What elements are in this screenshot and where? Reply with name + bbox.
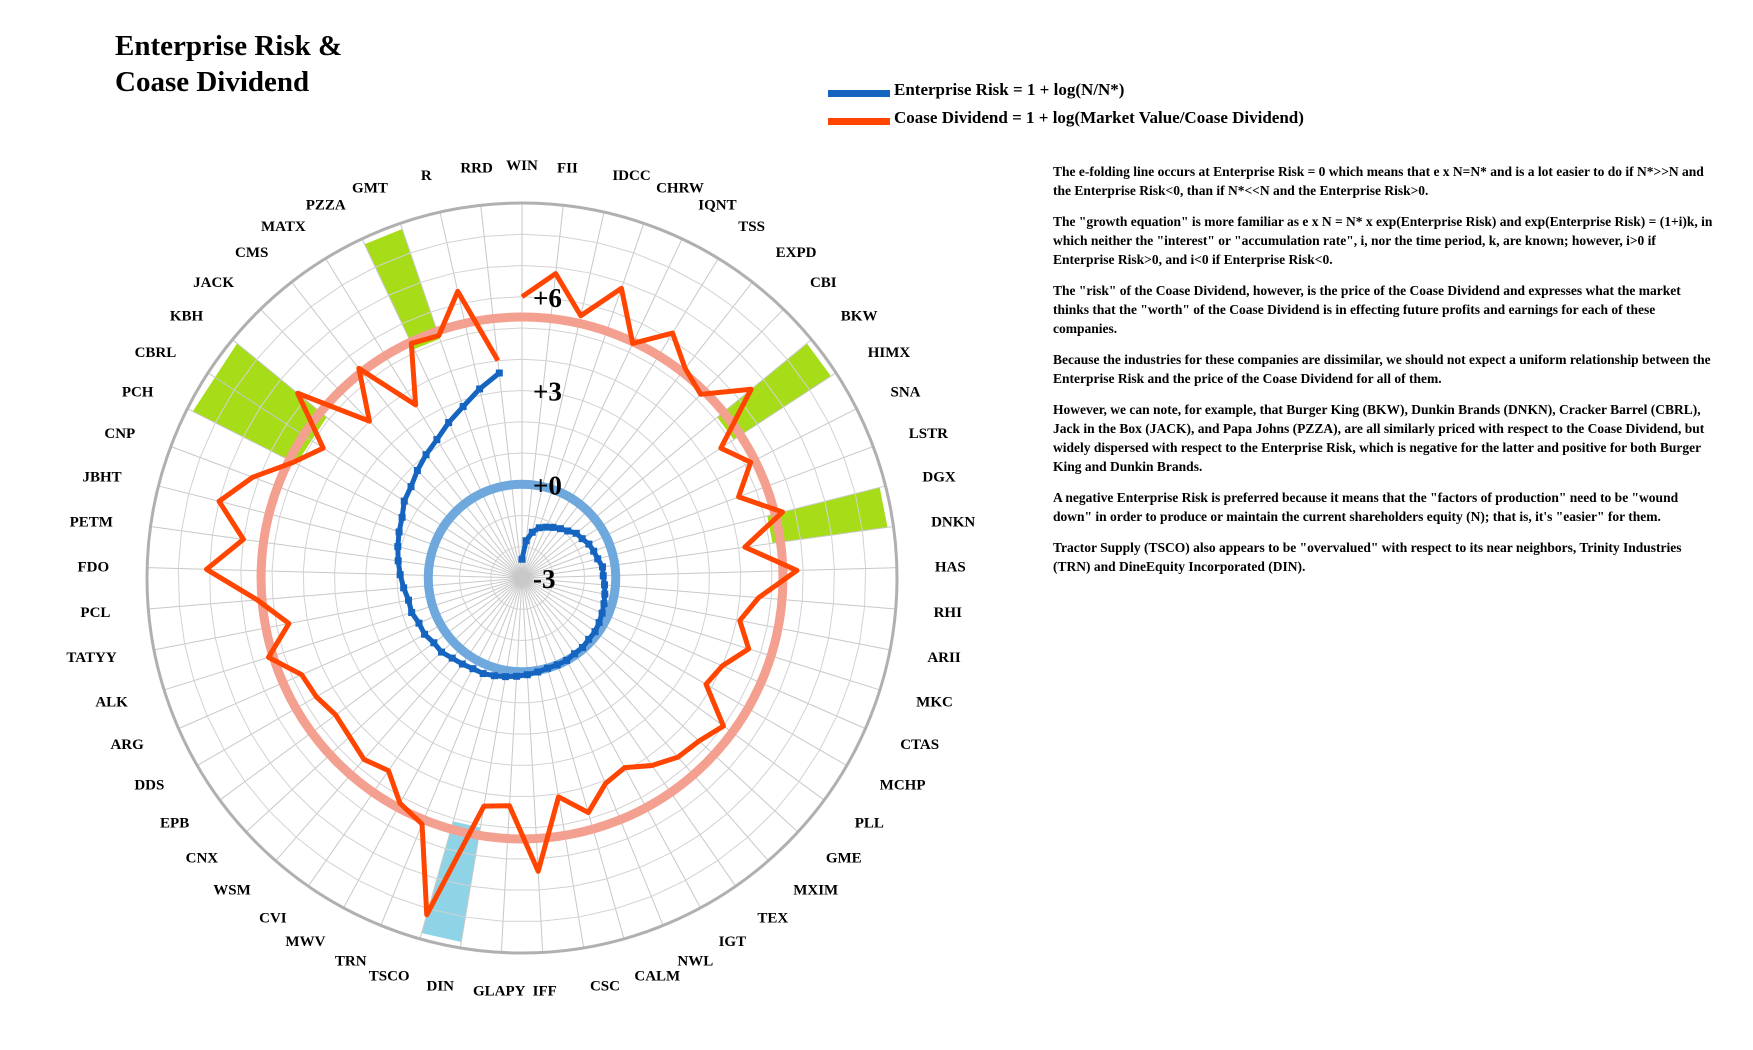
category-label: CNP	[104, 426, 136, 443]
category-label: GME	[825, 850, 862, 867]
enterprise-risk-marker	[557, 525, 564, 532]
enterprise-risk-marker	[496, 370, 503, 377]
category-label: GMT	[352, 180, 388, 197]
category-label: PZZA	[305, 197, 346, 214]
category-label: KBH	[169, 308, 204, 325]
category-label: ALK	[95, 694, 128, 711]
enterprise-risk-marker	[571, 650, 578, 657]
enterprise-risk-marker	[594, 555, 601, 562]
annotation-notes	[1053, 162, 1713, 588]
enterprise-risk-marker	[550, 524, 557, 531]
category-label: MXIM	[793, 882, 839, 899]
enterprise-risk-marker	[592, 628, 599, 635]
category-label: FDO	[77, 559, 110, 576]
enterprise-risk-marker	[415, 620, 422, 627]
enterprise-risk-marker	[395, 557, 402, 564]
category-label: HAS	[934, 559, 966, 576]
enterprise-risk-marker	[513, 673, 520, 680]
enterprise-risk-marker	[449, 655, 456, 662]
enterprise-risk-marker	[601, 581, 608, 588]
category-label: EXPD	[775, 245, 817, 262]
category-label: IFF	[532, 983, 557, 1000]
category-label: NWL	[677, 953, 714, 970]
enterprise-risk-marker	[394, 543, 401, 550]
note-paragraph: Tractor Supply (TSCO) also appears to be "overvalued" with respect to its near neighbors, Trinity Industries (TRN) and DineEquity Incorporated (DIN).	[1053, 540, 1682, 574]
category-label: CHRW	[656, 180, 704, 197]
category-label: CTAS	[900, 736, 940, 753]
enterprise-risk-marker	[396, 528, 403, 535]
enterprise-risk-marker	[423, 451, 430, 458]
enterprise-risk-marker	[438, 649, 445, 656]
enterprise-risk-marker	[524, 671, 531, 678]
enterprise-risk-marker	[554, 661, 561, 668]
legend-swatch-coase-dividend	[828, 118, 890, 125]
enterprise-risk-marker	[585, 541, 592, 548]
category-label: JBHT	[82, 469, 122, 486]
category-label: ARII	[927, 650, 961, 667]
enterprise-risk-marker	[590, 548, 597, 555]
category-label: WSM	[213, 882, 251, 899]
enterprise-risk-marker	[502, 673, 509, 680]
category-label: DDS	[134, 777, 165, 794]
category-label: RHI	[933, 605, 962, 622]
category-label: CALM	[634, 968, 681, 985]
category-label: CMS	[234, 245, 269, 262]
radial-tick-label: -3	[533, 564, 556, 594]
enterprise-risk-marker	[523, 537, 530, 544]
enterprise-risk-marker	[601, 591, 608, 598]
enterprise-risk-marker	[600, 572, 607, 579]
note-paragraph: The "risk" of the Coase Dividend, however, is the price of the Coase Dividend and expresses what the market thinks that the "worth" of the Coase Dividend is in effecting future profits and earnings for each of these companies.	[1053, 283, 1681, 336]
enterprise-risk-marker	[563, 657, 570, 664]
enterprise-risk-marker	[430, 639, 437, 646]
enterprise-risk-marker	[400, 584, 407, 591]
chart-title-line1: Enterprise Risk &	[115, 30, 343, 62]
enterprise-risk-marker	[459, 661, 466, 668]
category-label: EPB	[160, 815, 190, 832]
category-label: R	[420, 167, 432, 184]
chart-title-line2: Coase Dividend	[115, 66, 310, 98]
note-paragraph: However, we can note, for example, that Burger King (BKW), Dunkin Brands (DNKN), Cracker Barrel (CBRL), Jack in the Box (JACK), and Papa Johns (PZZA), are all similarly priced with respect to the Coase Dividend, but widely dispersed with respect to the Enterprise Risk, which is negative for the latter and positive for both Burger King and Dunkin Brands.	[1053, 402, 1705, 474]
enterprise-risk-marker	[519, 556, 526, 563]
enterprise-risk-marker	[405, 597, 412, 604]
enterprise-risk-marker	[414, 467, 421, 474]
category-label: TATYY	[66, 650, 117, 667]
enterprise-risk-marker	[408, 609, 415, 616]
category-label: JACK	[193, 274, 235, 291]
category-label: MATX	[261, 219, 306, 236]
enterprise-risk-marker	[421, 631, 428, 638]
enterprise-risk-marker	[460, 403, 467, 410]
category-label: CBRL	[134, 345, 177, 362]
radial-tick-label: +0	[533, 470, 562, 501]
enterprise-risk-marker	[544, 665, 551, 672]
legend-label-coase-dividend: Coase Dividend = 1 + log(Market Value/Coase Dividend)	[894, 108, 1304, 127]
enterprise-risk-marker	[599, 610, 606, 617]
enterprise-risk-marker	[579, 535, 586, 542]
category-label: HIMX	[867, 345, 911, 362]
enterprise-risk-marker	[579, 644, 586, 651]
enterprise-risk-marker	[469, 665, 476, 672]
enterprise-risk-marker	[433, 436, 440, 443]
category-label: GLAPY	[472, 983, 526, 1000]
category-label: DGX	[922, 469, 956, 486]
category-label: TEX	[757, 910, 789, 927]
note-paragraph: The "growth equation" is more familiar as e x N = N* x exp(Enterprise Risk) and exp(Enterprise Risk) = (1+i)k, in which neither the "interest" or "accumulation rate", i, nor the time period, k, are known; however, i>0 if Enterprise Risk>0, and i<0 if Enterprise Risk<0.	[1053, 214, 1713, 267]
category-label: PCL	[80, 605, 111, 622]
category-label: IDCC	[612, 167, 651, 184]
enterprise-risk-marker	[397, 571, 404, 578]
category-label: IQNT	[698, 197, 737, 214]
category-label: FII	[557, 160, 578, 177]
legend-label-enterprise-risk: Enterprise Risk = 1 + log(N/N*)	[894, 80, 1125, 99]
chart-title	[115, 28, 342, 100]
enterprise-risk-marker	[491, 672, 498, 679]
category-label: SNA	[890, 384, 921, 401]
legend-swatch-enterprise-risk	[828, 90, 890, 97]
category-label: WIN	[506, 158, 538, 174]
enterprise-risk-marker	[543, 524, 550, 531]
note-paragraph: The e-folding line occurs at Enterprise Risk = 0 which means that e x N=N* and is a lot easier to do if N*>>N and the Enterprise Risk<0, than if N*<<N and the Enterprise Risk>0.	[1053, 164, 1704, 198]
radial-tick-label: +3	[533, 376, 562, 407]
category-label: PLL	[854, 815, 884, 832]
radial-tick-label: +6	[533, 282, 562, 313]
category-label: DNKN	[931, 514, 976, 531]
category-label: DIN	[426, 978, 455, 995]
category-label: CNX	[185, 850, 219, 867]
category-label: IGT	[718, 934, 747, 951]
category-label: PCH	[121, 384, 154, 401]
category-label: CVI	[259, 910, 287, 927]
category-label: PETM	[69, 514, 113, 531]
enterprise-risk-marker	[599, 563, 606, 570]
category-label: TRN	[334, 953, 367, 970]
note-paragraph: Because the industries for these companies are dissimilar, we should not expect a uniform relationship between the Enterprise Risk and the price of the Coase Dividend for all of them.	[1053, 352, 1711, 386]
enterprise-risk-marker	[476, 385, 483, 392]
enterprise-risk-marker	[408, 483, 415, 490]
enterprise-risk-marker	[445, 419, 452, 426]
enterprise-risk-marker	[401, 498, 408, 505]
category-label: TSS	[738, 219, 765, 236]
enterprise-risk-marker	[596, 619, 603, 626]
category-label: MCHP	[879, 777, 926, 794]
enterprise-risk-marker	[534, 669, 541, 676]
enterprise-risk-marker	[536, 524, 543, 531]
category-label: BKW	[840, 308, 878, 325]
enterprise-risk-marker	[585, 636, 592, 643]
enterprise-risk-marker	[529, 529, 536, 536]
enterprise-risk-marker	[480, 670, 487, 677]
enterprise-risk-marker	[564, 527, 571, 534]
category-label: ARG	[110, 736, 144, 753]
enterprise-risk-marker	[601, 600, 608, 607]
note-paragraph: A negative Enterprise Risk is preferred because it means that the "factors of production" need to be "wound down" in order to produce or maintain the current shareholders equity (N); that is, it's "easier" for them.	[1053, 490, 1679, 524]
category-label: LSTR	[908, 426, 948, 443]
category-label: MKC	[916, 694, 953, 711]
enterprise-risk-marker	[399, 514, 406, 521]
category-label: TSCO	[368, 968, 410, 985]
category-label: CBI	[809, 274, 837, 291]
category-label: RRD	[460, 160, 493, 177]
category-label: MWV	[285, 934, 326, 951]
category-label: CSC	[589, 978, 620, 995]
